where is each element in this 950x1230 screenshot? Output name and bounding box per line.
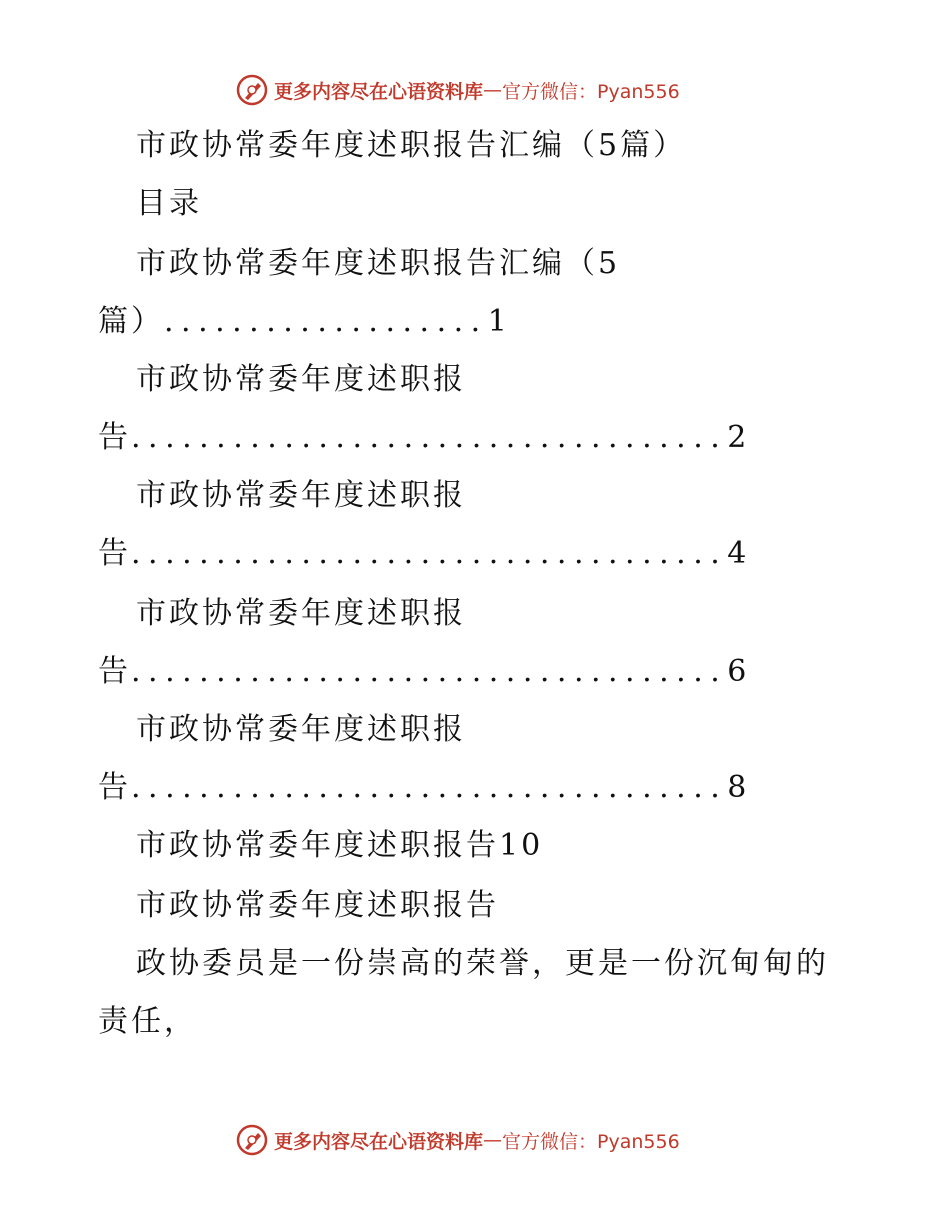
quill-pen-logo-icon xyxy=(236,74,268,106)
watermark-separator: — xyxy=(483,1129,503,1151)
section-title: 市政协常委年度述职报告 xyxy=(136,888,499,923)
toc-entry-4-line1: 市政协常委年度述职报 xyxy=(136,596,466,631)
quill-pen-logo-icon xyxy=(236,1124,268,1156)
body-paragraph-line2: 责任， xyxy=(98,1004,197,1039)
toc-entry-1-line2 xyxy=(98,302,798,342)
toc-entry-5-page: 8 xyxy=(727,770,747,805)
toc-entry-5-line1: 市政协常委年度述职报 xyxy=(136,712,466,747)
footer-watermark xyxy=(236,1122,716,1158)
toc-entry-3-dots: ................................... xyxy=(131,536,728,571)
watermark-wechat: 官方微信：Pyan556 xyxy=(502,1130,680,1153)
toc-entry-2-dots: ................................... xyxy=(131,420,728,455)
toc-entry-4-head: 告 xyxy=(98,654,131,689)
watermark-text: 更多内容尽在心语资料库 xyxy=(274,1130,484,1153)
body-paragraph-line1: 政协委员是一份崇高的荣誉，更是一份沉甸甸的 xyxy=(136,946,829,981)
toc-entry-1-dots: ................... xyxy=(164,304,488,339)
toc-entry-6: 市政协常委年度述职报告10 xyxy=(136,828,544,863)
toc-entry-1-line1: 市政协常委年度述职报告汇编（5 xyxy=(136,246,621,281)
toc-entry-2-page: 2 xyxy=(727,420,747,455)
toc-entry-3-line2 xyxy=(98,534,798,574)
watermark-separator: — xyxy=(483,79,503,101)
toc-entry-2-line1: 市政协常委年度述职报 xyxy=(136,362,466,397)
toc-entry-1-head: 篇） xyxy=(98,304,164,339)
toc-entry-5-head: 告 xyxy=(98,770,131,805)
toc-entry-2-head: 告 xyxy=(98,420,131,455)
toc-entry-3-line1: 市政协常委年度述职报 xyxy=(136,478,466,513)
toc-entry-1-page: 1 xyxy=(487,304,507,339)
watermark-text: 更多内容尽在心语资料库 xyxy=(274,80,484,103)
toc-entry-3-head: 告 xyxy=(98,536,131,571)
header-watermark xyxy=(236,72,716,108)
toc-entry-5-dots: ................................... xyxy=(131,770,728,805)
toc-entry-4-line2 xyxy=(98,652,798,692)
watermark-wechat: 官方微信：Pyan556 xyxy=(502,80,680,103)
toc-entry-5-line2 xyxy=(98,768,798,808)
document-title: 市政协常委年度述职报告汇编（5篇） xyxy=(136,128,687,163)
toc-entry-3-page: 4 xyxy=(727,536,747,571)
toc-entry-2-line2 xyxy=(98,418,798,458)
toc-heading: 目录 xyxy=(136,186,202,221)
toc-entry-4-dots: ................................... xyxy=(131,654,728,689)
toc-entry-4-page: 6 xyxy=(727,654,747,689)
